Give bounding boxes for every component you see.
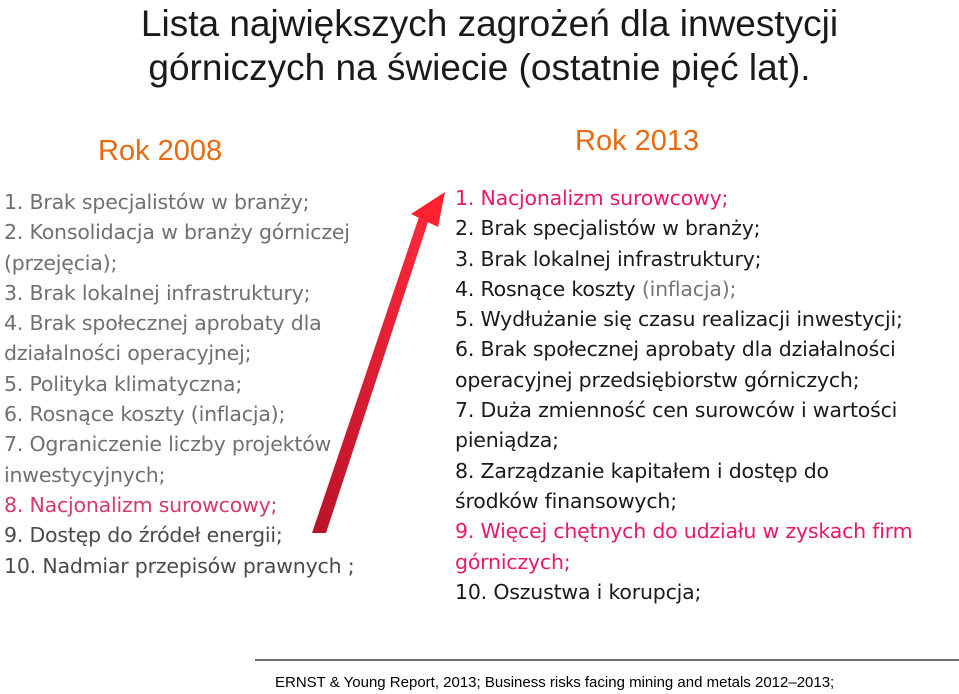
footer-divider bbox=[255, 659, 959, 661]
risk-item-2008: 10. Nadmiar przepisów prawnych ; bbox=[4, 553, 355, 578]
risk-item-2013: pieniądza; bbox=[455, 428, 559, 453]
risk-item-2013-highlighted: górniczych; bbox=[455, 549, 571, 574]
risk-item-2008: inwestycyjnych; bbox=[4, 462, 166, 487]
page-title-line-1: Lista największych zagrożeń dla inwestycji bbox=[140, 3, 839, 44]
risk-item-2008: (przejęcia); bbox=[4, 250, 118, 275]
risk-item-2013: 10. Oszustwa i korupcja; bbox=[455, 579, 702, 604]
risk-item-2013: 2. Brak specjalistów w branży; bbox=[455, 216, 761, 241]
risk-item-2013 bbox=[455, 274, 912, 304]
risk-item-2008: 9. Dostęp do źródeł energii; bbox=[4, 523, 283, 548]
risk-item-2008: 4. Brak społecznej aprobaty dla bbox=[4, 311, 322, 336]
risk-item-2013: 5. Wydłużanie się czasu realizacji inwestycji; bbox=[455, 307, 903, 332]
arrow-shaft bbox=[312, 211, 431, 533]
risk-item-2013: operacyjnej przedsiębiorstw górniczych; bbox=[455, 367, 860, 392]
risk-item-2008: 5. Polityka klimatyczna; bbox=[4, 371, 243, 396]
risk-item-2008: 2. Konsolidacja w branży górniczej bbox=[4, 220, 350, 245]
risk-item-2008: 7. Ograniczenie liczby projektów bbox=[4, 432, 332, 457]
year-2013-heading: Rok 2013 bbox=[575, 125, 700, 157]
risk-item-2013: 6. Brak społecznej aprobaty dla działalności bbox=[455, 337, 896, 362]
year-2008-heading: Rok 2008 bbox=[98, 135, 223, 167]
source-citation: ERNST & Young Report, 2013; Business risks facing mining and metals 2012–2013; bbox=[275, 674, 835, 691]
risk-item-2008: 1. Brak specjalistów w branży; bbox=[4, 190, 310, 214]
risk-item-2008: działalności operacyjnej; bbox=[4, 341, 252, 366]
risk-item-2013-highlighted: 9. Więcej chętnych do udziału w zyskach firm bbox=[455, 519, 913, 544]
risk-item-2013-highlighted: 1. Nacjonalizm surowcowy; bbox=[455, 186, 729, 210]
risk-item-2013: 7. Duża zmienność cen surowców i wartości bbox=[455, 398, 898, 423]
arrow-head bbox=[411, 192, 445, 227]
risk-item-2013: 3. Brak lokalnej infrastruktury; bbox=[455, 246, 762, 271]
risk-item-2013-text: 4. Rosnące koszty bbox=[455, 276, 636, 301]
risk-item-2013: 8. Zarządzanie kapitałem i dostęp do bbox=[455, 458, 829, 483]
risk-item-2008: 3. Brak lokalnej infrastruktury; bbox=[4, 280, 311, 305]
risk-item-2008: 6. Rosnące koszty (inflacja); bbox=[4, 402, 286, 427]
risk-item-2013: środków finansowych; bbox=[455, 488, 677, 513]
risk-list-2013 bbox=[455, 183, 912, 607]
risk-item-2008-highlighted: 8. Nacjonalizm surowcowy; bbox=[4, 492, 278, 517]
risk-item-2013-note: (inflacja); bbox=[641, 276, 737, 301]
page-title-line-2: górniczych na świecie (ostatnie pięć lat). bbox=[148, 47, 811, 88]
